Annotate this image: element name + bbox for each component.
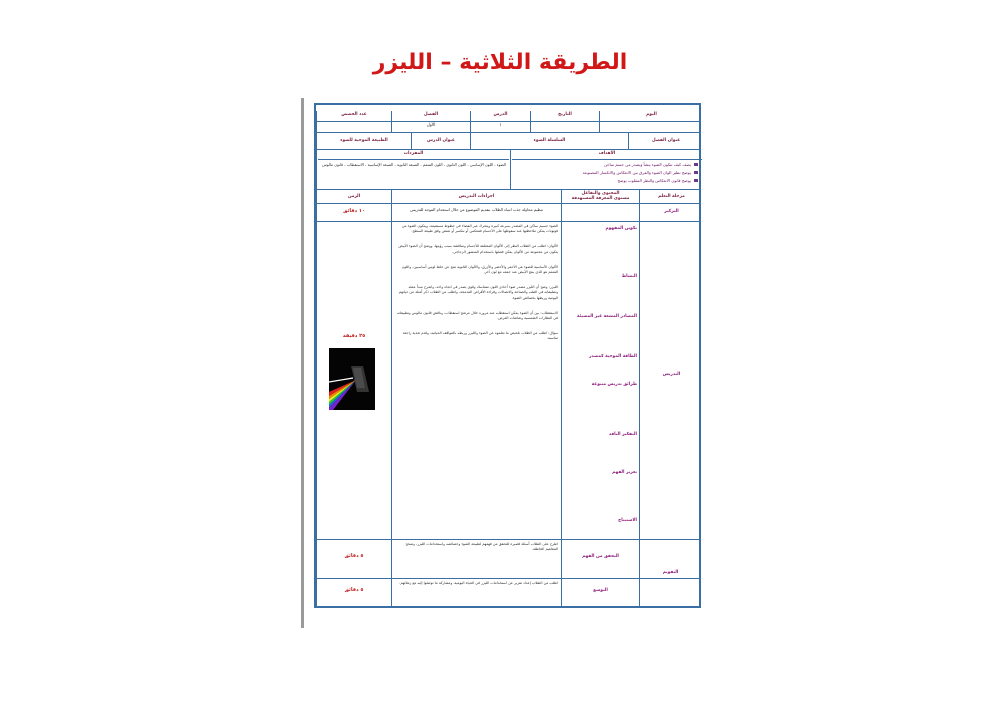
teaching-paragraph: سؤال: اطلب من الطلاب تلخيص ما تعلموه عن الضوء والليزر وربطه بالمواقف الحياتية، وقدم تغذية راجعة مناسبة. xyxy=(402,331,558,341)
focus-activity: تنظيم محاولة جذب انتباه الطلاب بتقديم الموضوع من خلال استخدام الموجة للتدريس xyxy=(391,204,561,221)
objective-item: طرائق تدريس متنوعة xyxy=(591,382,637,387)
evaluation-objective: التحقق من الفهم xyxy=(561,540,639,578)
teaching-stage: التدريس xyxy=(639,222,703,539)
goals-row xyxy=(316,150,699,190)
date-value xyxy=(530,122,599,132)
time-header: الزمن xyxy=(316,190,391,203)
unit-title-label: عنوان الفصل xyxy=(628,133,703,149)
evaluation-stage-cell xyxy=(639,540,703,578)
date-label: التاريخ xyxy=(530,111,599,121)
focus-row xyxy=(316,204,699,222)
evaluation-time: ٥ دقائق xyxy=(316,540,391,578)
lesson-title-label: عنوان الدرس xyxy=(411,133,470,149)
goals-cell xyxy=(510,150,703,189)
lesson-plan-table xyxy=(314,103,701,608)
objectives-header-text: مستوى المعرفة المستهدفة xyxy=(571,196,630,202)
title-row xyxy=(316,133,699,150)
evaluation-activity: اطرح على الطلاب أسئلة قصيرة للتحقق من فهمهم لطبيعة الضوء وخصائصه واستخدامات الليزر، وصحح المفاهيم الخاطئة. xyxy=(391,540,561,578)
evaluation-stage: التقويم xyxy=(662,570,679,575)
teaching-activities xyxy=(391,222,561,539)
vocab-label: المفردات xyxy=(318,151,509,160)
extension-stage-cell xyxy=(639,579,703,606)
bullet-icon xyxy=(694,171,698,174)
goal-item: يصف كيف تتكون الضوء ينشأ ويصدر من جسم ساخن xyxy=(512,160,702,170)
header-row xyxy=(316,111,699,122)
focus-time: ١٠ دقائق xyxy=(316,204,391,221)
goal-item: يوضح نظير الوان الضوء والفرق بين الانعكاس والانكسار المصنوعة xyxy=(512,170,702,178)
info-row xyxy=(316,122,699,133)
objective-item: تكوين المفهوم xyxy=(605,226,637,231)
page-title: الطريقة الثلاثية – الليزر xyxy=(372,50,628,75)
lesson-label: الدرس xyxy=(470,111,530,121)
extension-time: ٥ دقائق xyxy=(316,579,391,606)
teaching-paragraph: الألوان الأساسية للضوء هي الأحمر والأخضر والأزرق، والألوان الثانوية تنتج عن خلط لونين أساسيين، واللون المتمم هو الذي ينتج الأبيض عند جمعه مع لون آخر. xyxy=(401,264,558,275)
objectives-header xyxy=(561,190,639,203)
goals-label: الأهداف xyxy=(512,151,702,160)
teaching-paragraph: الاستقطاب: بين أن الضوء يمكن استقطابه عند مروره خلال مرشح استقطاب، وناقش قانون مالوس وتطبيقاته في النظارات الشمسية وشاشات العرض. xyxy=(396,310,558,321)
column-header-row xyxy=(316,190,699,204)
day-label: اليوم xyxy=(599,111,703,121)
focus-objective xyxy=(561,204,639,221)
subject-header-text: المحتوى والتفاعل xyxy=(581,191,620,196)
activities-header: اجراءات التدريس xyxy=(391,190,561,203)
stage-header: مرحلة التعلم xyxy=(639,190,703,203)
bullet-icon xyxy=(694,179,698,182)
objective-item: المصادر المشعة غير المضيئة xyxy=(576,314,637,319)
page-shadow xyxy=(301,98,304,628)
lesson-value: ١ xyxy=(470,122,530,132)
objective-item: التفكير الناقد xyxy=(608,432,637,437)
periods-label: عدد الحصص xyxy=(316,111,391,121)
teaching-time-cell xyxy=(316,222,391,539)
objective-item: تعزيز الفهم xyxy=(612,470,637,475)
periods-value xyxy=(316,122,391,132)
bullet-icon xyxy=(694,163,698,166)
laser-prism-image xyxy=(329,348,375,410)
teaching-time: ٢٥ دقيقة xyxy=(342,333,366,339)
evaluation-row xyxy=(316,540,699,579)
teaching-paragraph: الألوان: اطلب من الطلاب النظر إلى الألوان المختلفة للأجسام ومناقشة سبب رؤيتها، ووضح أن الضوء الأبيض يتكون من مجموعة من الألوان يمكن فصلها باستخدام المنشور الزجاجي. xyxy=(398,244,558,254)
extension-row xyxy=(316,579,699,606)
extension-activity: اطلب من الطلاب إعداد تقرير عن استخدامات الليزر في الحياة اليومية، ومشاركة ما توصلوا إليه مع زملائهم. xyxy=(391,579,561,606)
goal-item: يوضح قانون الانعكاس والنظر المقلوب يوضح xyxy=(512,178,702,186)
focus-stage: التركيز xyxy=(639,204,703,221)
objective-item: النشاط xyxy=(621,274,637,279)
class-label: الفصل xyxy=(391,111,470,121)
vocab-text: الضوء ، اللون الإساسي ، اللون الثانوي ، اللون المتمم ، الصبغة الثانوية ، الصبغة الإساسية ، الاستقطاب ، قانون مالوس xyxy=(322,162,506,167)
vocab-cell xyxy=(316,150,510,189)
lesson-name: الطبيعة الموجية للضوء xyxy=(316,133,411,149)
teaching-objectives xyxy=(561,222,639,539)
objective-item: الطاقة الموجية كمصدر xyxy=(589,354,637,359)
teaching-row xyxy=(316,222,699,540)
unit-name: السلسلة الضوء xyxy=(470,133,628,149)
day-value xyxy=(599,122,703,132)
extension-objective: التوسع xyxy=(561,579,639,606)
objective-item: الاستنتاج xyxy=(618,518,637,523)
class-value: الأول xyxy=(391,122,470,132)
teaching-paragraph: الضوء جسيم ساكن في المصدر بسرعة كبيرة ويتحرك عبر الفضاء في خطوط مستقيمة، ويتكون الضوء من فوتونات يمكن ملاحظتها عند سقوطها على الأجسام فتنعكس أو تنكسر أو تمتص وفق طبيعة السطح. xyxy=(401,224,558,234)
teaching-paragraph: الليزر: وضح أن الليزر مصدر ضوء أحادي اللون متماسك وقوي يصدر في اتجاه واحد، واشرح مبدأ عمله وتطبيقاته في الطب والصناعة والاتصالات وقراءة الأقراص المدمجة، واطلب من الطلاب ذكر أمثلة من حياتهم اليومية وربطها بخصائص الضوء. xyxy=(398,285,558,300)
